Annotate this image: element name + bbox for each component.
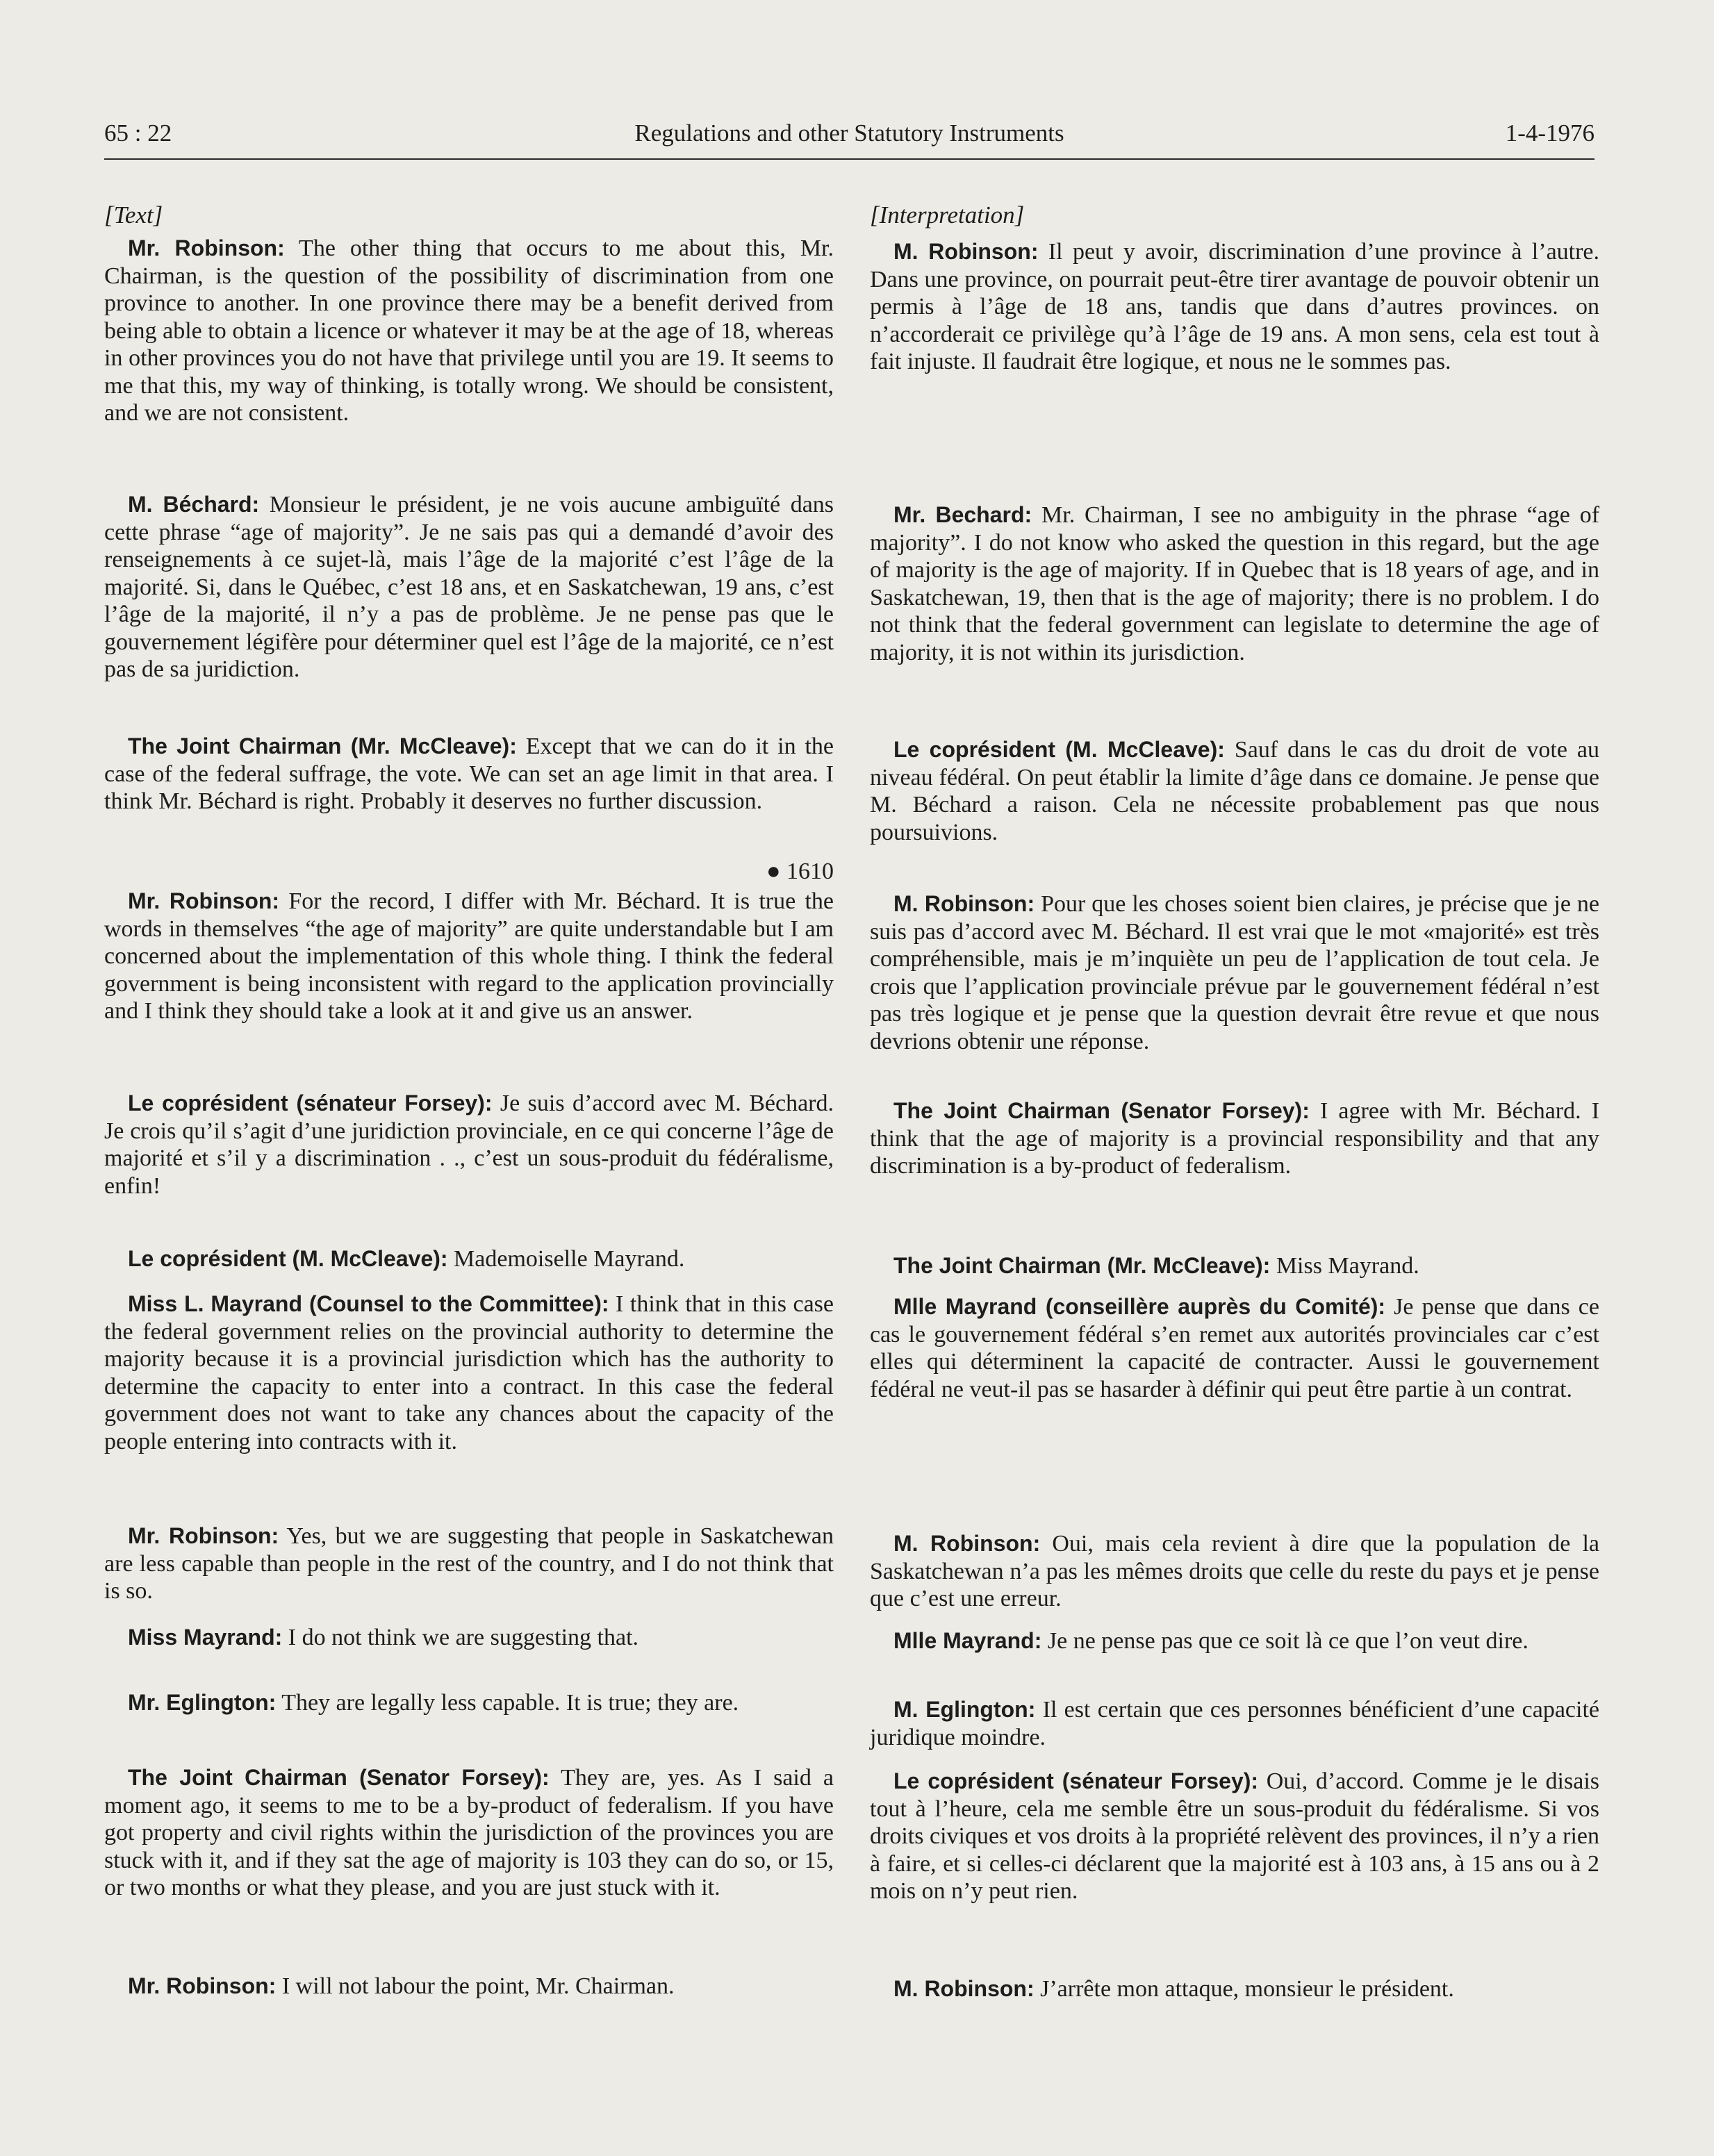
speaker-name: M. Robinson: <box>893 1976 1035 2001</box>
speech-text: For the record, I differ with Mr. Béchard. It is true the words in themselves “the age of majority” are quite understandable but I am concerned about the implementation of this whole thing. I think the federal government is being inconsistent with regard to the application provincially and I think they should take a look at it and give us an answer. <box>104 888 834 1024</box>
speech-text: I agree with Mr. Béchard. I think that the age of majority is a provincial responsibility and that any discrimination is a by-product of federalism. <box>870 1098 1600 1179</box>
speech-text: J’arrête mon attaque, monsieur le président. <box>1040 1976 1454 2002</box>
speaker-name: Miss L. Mayrand (Counsel to the Committee): <box>128 1291 609 1316</box>
transcript-paragraph <box>870 1530 1599 1613</box>
transcript-paragraph <box>104 1624 834 1652</box>
speech-text: Oui, d’accord. Comme je le disais tout à l’heure, cela me semble être un sous-produit du fédéralisme. Si vos droits civiques et vos droits à la propriété relèvent des provinces, il n’y a rien à faire, et si celles-ci déclarent que la majorité est à 103 ans, à 15 ans ou à 2 mois on n’y peut rien. <box>870 1768 1600 1904</box>
speech-text: Sauf dans le cas du droit de vote au niveau fédéral. On peut établir la limite d’âge dans ce domaine. Je pense que M. Béchard a raison. Cela ne nécessite probablement pas que nous poursuivions. <box>870 737 1600 845</box>
speaker-name: Mr. Robinson: <box>128 888 280 913</box>
speech-text: Mademoiselle Mayrand. <box>454 1246 685 1272</box>
speech-text: Je pense que dans ce cas le gouvernement fédéral s’en remet aux autorités provinciales car c’est elles qui déterminent la capacité de contracter. Aussi le gouvernement fédéral ne veut-il pas se hasarder à définir qui peut être partie à un contrat. <box>870 1294 1599 1402</box>
transcript-paragraph <box>870 1097 1599 1180</box>
speaker-name: Le coprésident (sénateur Forsey): <box>893 1768 1259 1793</box>
transcript-paragraph <box>104 733 834 815</box>
speech-text: Je ne pense pas que ce soit là ce que l’on veut dire. <box>1047 1628 1528 1654</box>
speaker-name: M. Béchard: <box>128 492 260 517</box>
speech-text: Except that we can do it in the case of the federal suffrage, the vote. We can set an age limit in that area. I think Mr. Béchard is right. Probably it deserves no further discussion. <box>104 733 834 814</box>
speaker-name: The Joint Chairman (Mr. McCleave): <box>893 1253 1271 1278</box>
speech-text: Pour que les choses soient bien claires, je précise que je ne suis pas d’accord avec M. Béchard. Il est vrai que le mot «majorité» est très compréhensible, mais je m’inquiète un peu de l’application de tout cela. Je crois que l’application provinciale prévue par le gouvernement fédéral n’est pas très logique et je pense que la question devrait être revue et que nous devrions obtenir une réponse. <box>870 891 1600 1054</box>
column-label-interpretation: [Interpretation] <box>870 201 1025 229</box>
transcript-paragraph <box>104 1973 834 2000</box>
speech-text: They are, yes. As I said a moment ago, it seems to me to be a by-product of federalism. If you have got property and civil rights within the jurisdiction of the provinces you are stuck with it, and if they sat the age of majority is 103 they can do so, or 15, or two months or what they please, and you are just stuck with it. <box>104 1765 834 1900</box>
transcript-paragraph <box>104 1689 834 1717</box>
speaker-name: Mr. Robinson: <box>128 1523 279 1548</box>
speaker-name: Mlle Mayrand (conseillère auprès du Comité): <box>893 1294 1386 1319</box>
speaker-name: Mr. Robinson: <box>128 1973 277 1998</box>
speaker-name: Mr. Eglington: <box>128 1690 277 1715</box>
speaker-name: M. Robinson: <box>893 239 1039 264</box>
speech-text: Oui, mais cela revient à dire que la population de la Saskatchewan n’a pas les mêmes droits que celle du reste du pays et je pense que c’est une erreur. <box>870 1531 1600 1611</box>
transcript-paragraph <box>104 1245 834 1273</box>
speaker-name: The Joint Chairman (Mr. McCleave): <box>128 733 517 758</box>
speaker-name: M. Robinson: <box>893 891 1035 916</box>
issue-date: 1-4-1976 <box>1505 119 1594 147</box>
speech-text: Il est certain que ces personnes bénéficient d’une capacité juridique moindre. <box>870 1697 1600 1750</box>
speaker-name: Mlle Mayrand: <box>893 1628 1042 1653</box>
speaker-name: Le coprésident (sénateur Forsey): <box>128 1091 493 1116</box>
speech-text: Je suis d’accord avec M. Béchard. Je crois qu’il s’agit d’une juridiction provinciale, en ce qui concerne l’âge de majorité et s’il y a discrimination . ., c’est un sous-produit du fédéralisme, enfin! <box>104 1091 834 1199</box>
transcript-paragraph <box>870 501 1599 666</box>
transcript-paragraph <box>104 491 834 683</box>
time-marker: ● 1610 <box>766 859 834 884</box>
page-header <box>104 117 1594 160</box>
speaker-name: Mr. Robinson: <box>128 235 285 260</box>
speaker-name: Le coprésident (M. McCleave): <box>128 1246 448 1271</box>
speech-text: The other thing that occurs to me about this, Mr. Chairman, is the question of the possibility of discrimination from one province to another. In one province there may be a benefit derived from being able to obtain a licence or whatever it may be at the age of 18, whereas in other provinces you do not have that privilege until you are 19. It seems to me that this, my way of thinking, is totally wrong. We should be consistent, and we are not consistent. <box>104 235 834 426</box>
speaker-name: Mr. Bechard: <box>893 502 1032 527</box>
transcript-paragraph <box>870 238 1599 376</box>
speaker-name: M. Eglington: <box>893 1697 1036 1722</box>
transcript-paragraph <box>870 1627 1599 1655</box>
transcript-paragraph <box>104 1523 834 1605</box>
transcript-paragraph <box>104 1291 834 1455</box>
transcript-paragraph <box>870 736 1599 846</box>
speaker-name: M. Robinson: <box>893 1531 1041 1556</box>
transcript-paragraph <box>870 1696 1599 1751</box>
transcript-paragraph <box>870 1293 1599 1403</box>
speech-text: Miss Mayrand. <box>1276 1253 1419 1279</box>
speech-text: Mr. Chairman, I see no ambiguity in the phrase “age of majority”. I do not know who asked the question in this regard, but the age of majority is the age of majority. If in Quebec that is 18 years of age, and in Saskatchewan, 19, then that is the age of majority; there is no problem. I do not think that the federal government can legislate to determine the age of majority, it is not within its jurisdiction. <box>870 502 1600 665</box>
transcript-paragraph <box>870 1975 1599 2003</box>
speech-text: I think that in this case the federal government relies on the provincial authority to determine the majority because it is a provincial jurisdiction which has the authority to determine the capacity to enter into a contract. In this case the federal government does not want to take any chances about the capacity of the people entering into contracts with it. <box>104 1291 834 1454</box>
transcript-paragraph <box>104 1090 834 1200</box>
transcript-paragraph <box>104 235 834 427</box>
speech-text: I will not labour the point, Mr. Chairman. <box>281 1973 675 1999</box>
transcript-paragraph <box>104 888 834 1025</box>
running-title: Regulations and other Statutory Instruments <box>634 119 1064 147</box>
transcript-paragraph <box>870 1252 1599 1280</box>
speech-text: I do not think we are suggesting that. <box>288 1625 639 1650</box>
speech-text: Monsieur le président, je ne vois aucune ambiguïté dans cette phrase “age of majority”. Je ne sais pas qui a demandé d’avoir des renseignements à ce sujet-là, mais l’âge de la majorité c’est l’âge de la majorité. Si, dans le Québec, c’est 18 ans, et en Saskatchewan, 19 ans, c’est l’âge de la majorité, il n’y a pas de problème. Je ne pense pas que le gouvernement légifère pour déterminer quel est l’âge de la majorité, ce n’est pas de sa juridiction. <box>104 492 834 682</box>
speaker-name: Le coprésident (M. McCleave): <box>893 737 1225 762</box>
speech-text: Yes, but we are suggesting that people in Saskatchewan are less capable than people in the rest of the country, and I do not think that is so. <box>104 1523 834 1604</box>
column-label-text: [Text] <box>104 201 163 229</box>
page-number: 65 : 22 <box>104 119 172 147</box>
transcript-paragraph <box>870 1768 1599 1905</box>
speech-text: Il peut y avoir, discrimination d’une province à l’autre. Dans une province, on pourrait peut-être tirer avantage de pouvoir obtenir un permis à l’âge de 18 ans, tandis que dans d’autres provinces. on n’accorderait ce privilège qu’à l’âge de 19 ans. A mon sens, cela est tout à fait injuste. Il faudrait être logique, et nous ne le sommes pas. <box>870 239 1600 374</box>
speech-text: They are legally less capable. It is true; they are. <box>281 1690 739 1716</box>
transcript-paragraph <box>104 1764 834 1902</box>
speaker-name: Miss Mayrand: <box>128 1625 283 1650</box>
speaker-name: The Joint Chairman (Senator Forsey): <box>128 1765 550 1790</box>
speaker-name: The Joint Chairman (Senator Forsey): <box>893 1098 1310 1123</box>
transcript-paragraph <box>870 890 1599 1055</box>
